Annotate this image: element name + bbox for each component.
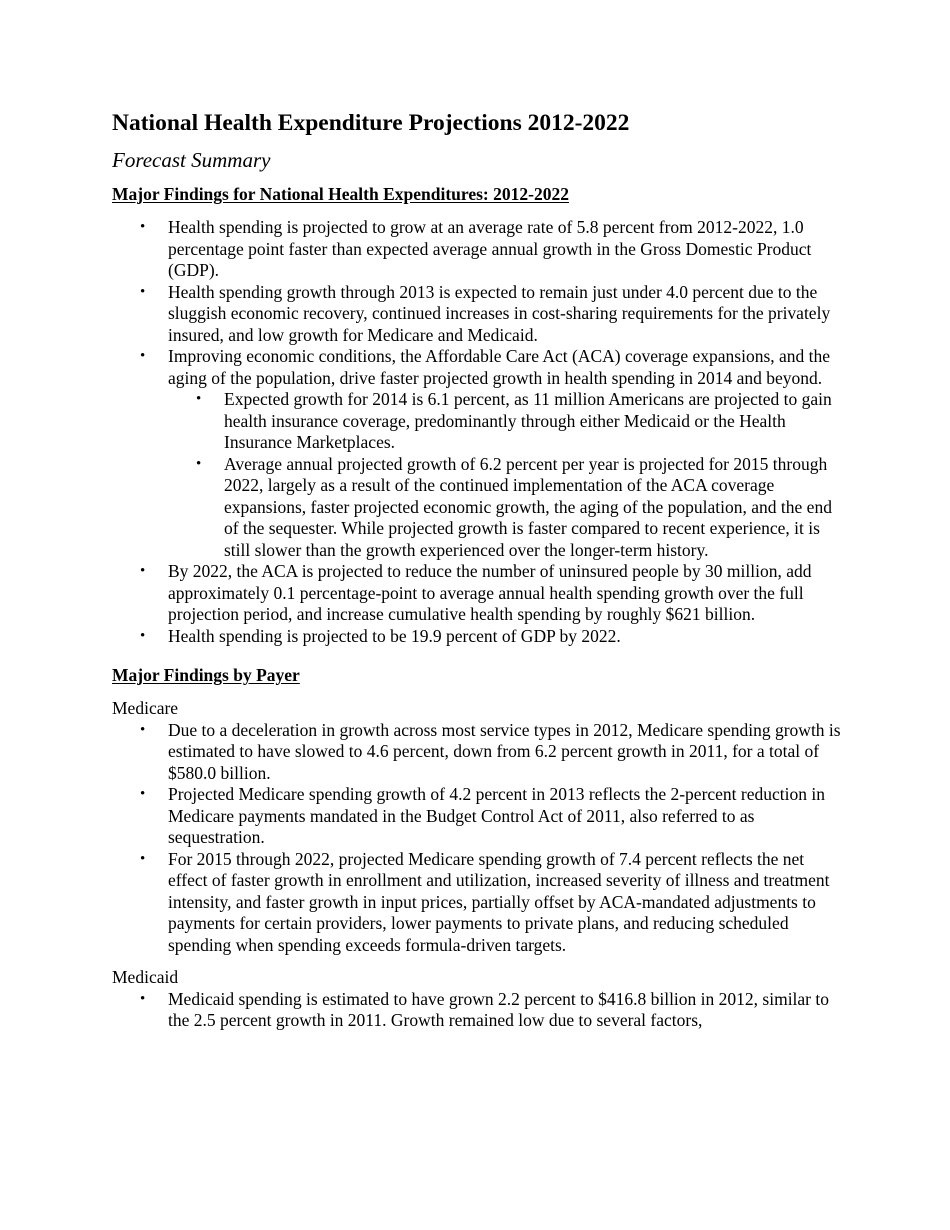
bullet-glyph: • [140,721,146,738]
document-title: National Health Expenditure Projections 2012-2022 [112,110,630,136]
list-item-text: Health spending growth through 2013 is expected to remain just under 4.0 percent due to the sluggish economic recovery, continued increases in cost-sharing requirements for the privately insured, and low growth for Medicare and Medicaid. [168,281,831,345]
document-page [112,108,842,1032]
bullet-glyph: • [140,563,146,579]
list-item [112,217,842,282]
list-item [112,626,842,648]
nested-list-item [112,389,842,454]
bullet-glyph: • [140,219,146,235]
major-findings-list-continued [112,561,842,647]
bullet-glyph: • [140,348,146,364]
bullet-glyph: • [140,990,146,1007]
list-item [112,989,842,1032]
nested-findings-list [112,389,842,561]
list-item [112,784,842,849]
list-item-text: Medicaid spending is estimated to have grown 2.2 percent to $416.8 billion in 2012, similar to the 2.5 percent growth in 2011. Growth remained low due to several factors, [168,988,830,1030]
document-subtitle: Forecast Summary [112,148,271,172]
bullet-glyph: • [196,391,202,407]
list-item-text: For 2015 through 2022, projected Medicare spending growth of 7.4 percent reflects the net effect of faster growth in enrollment and utilization, increased severity of illness and treatment intensity, and faster growth in input prices, partially offset by ACA-mandated adjustments to payments for certain providers, lower payments to private plans, and reducing scheduled spending when spending exceeds formula-driven targets. [168,848,830,955]
bullet-glyph: • [140,850,146,867]
list-item [112,720,842,785]
major-findings-heading: Major Findings for National Health Expenditures: 2012-2022 [112,184,569,204]
list-item-text: Average annual projected growth of 6.2 percent per year is projected for 2015 through 2022, largely as a result of the continued implementation of the ACA coverage expansions, faster projected economic growth, the aging of the population, and the end of the sequester. While projected growth is faster compared to recent experience, it is still slower than the growth experienced over the longer-term history. [224,453,832,560]
by-payer-heading: Major Findings by Payer [112,665,300,685]
list-item-text: Expected growth for 2014 is 6.1 percent, as 11 million Americans are projected to gain health insurance coverage, predominantly through either Medicaid or the Health Insurance Marketplaces. [224,389,832,452]
list-item-text: Due to a deceleration in growth across most service types in 2012, Medicare spending growth is estimated to have slowed to 4.6 percent, down from 6.2 percent growth in 2011, for a total of $580.0 billion. [168,719,841,783]
list-item [112,282,842,347]
bullet-glyph: • [196,455,202,472]
bullet-glyph: • [140,283,146,300]
medicaid-label: Medicaid [112,967,179,987]
bullet-glyph: • [140,786,146,802]
bullet-glyph: • [140,627,146,644]
medicaid-findings-list [112,989,842,1032]
medicare-findings-list [112,720,842,957]
list-item [112,849,842,957]
list-item-text: Projected Medicare spending growth of 4.2 percent in 2013 reflects the 2-percent reduction in Medicare payments mandated in the Budget Control Act of 2011, also referred to as sequestration. [168,784,825,847]
major-findings-list [112,217,842,389]
nested-list-item [112,454,842,562]
list-item-text: Health spending is projected to be 19.9 percent of GDP by 2022. [168,625,621,646]
list-item-text: Health spending is projected to grow at an average rate of 5.8 percent from 2012-2022, 1.0 percentage point faster than expected average annual growth in the Gross Domestic Product (GDP). [168,217,812,280]
list-item [112,346,842,389]
list-item-text: By 2022, the ACA is projected to reduce the number of uninsured people by 30 million, add approximately 0.1 percentage-point to average annual health spending growth over the full projection period, and increase cumulative health spending by roughly $621 billion. [168,561,812,624]
list-item [112,561,842,626]
list-item-text: Improving economic conditions, the Affordable Care Act (ACA) coverage expansions, and the aging of the population, drive faster projected growth in health spending in 2014 and beyond. [168,346,831,388]
medicare-label: Medicare [112,698,179,718]
